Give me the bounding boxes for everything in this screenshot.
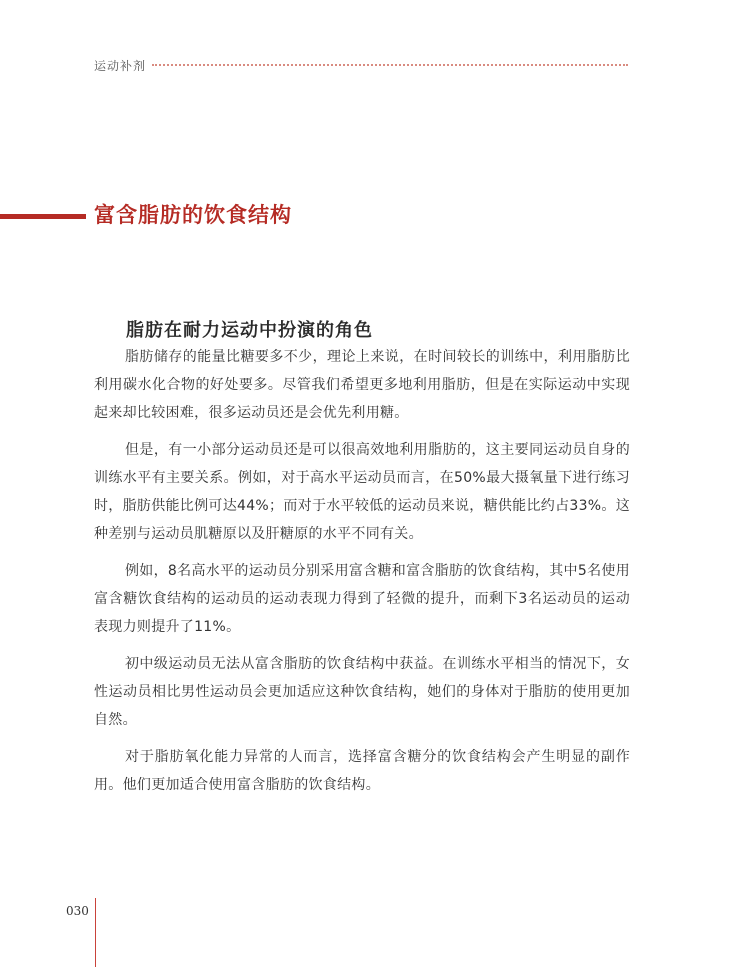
running-header-label: 运动补剂 [94, 59, 147, 73]
section-title: 脂肪在耐力运动中扮演的角色 [126, 320, 373, 341]
paragraph-2: 但是，有一小部分运动员还是可以很高效地利用脂肪的，这主要同运动员自身的训练水平有主要关系。例如，对于高水平运动员而言，在50%最大摄氧量下进行练习时，脂肪供能比例可达44%；而对于水平较低的运动员来说，糖供能比约占33%。这种差别与运动员肌糖原以及肝糖原的水平不同有关。 [94, 442, 630, 542]
paragraph-4: 初中级运动员无法从富含脂肪的饮食结构中获益。在训练水平相当的情况下，女性运动员相比男性运动员会更加适应这种饮食结构，她们的身体对于脂肪的使用更加自然。 [94, 656, 630, 728]
chapter-title: 富含脂肪的饮食结构 [94, 203, 292, 227]
header-dotted-rule [152, 64, 628, 66]
paragraph-3: 例如，8名高水平的运动员分别采用富含糖和富含脂肪的饮食结构，其中5名使用富含糖饮食结构的运动员的运动表现力得到了轻微的提升，而剩下3名运动员的运动表现力则提升了11%。 [94, 563, 630, 635]
footer-margin-rule [95, 898, 96, 967]
paragraph-1: 脂肪储存的能量比糖要多不少，理论上来说，在时间较长的训练中，利用脂肪比利用碳水化合物的好处要多。尽管我们希望更多地利用脂肪，但是在实际运动中实现起来却比较困难，很多运动员还是会优先利用糖。 [94, 349, 630, 421]
page-number: 030 [66, 904, 89, 918]
chapter-title-accent-bar [0, 214, 86, 219]
body-text [94, 343, 630, 808]
paragraph-5: 对于脂肪氧化能力异常的人而言，选择富含糖分的饮食结构会产生明显的副作用。他们更加适合使用富含脂肪的饮食结构。 [94, 749, 630, 793]
